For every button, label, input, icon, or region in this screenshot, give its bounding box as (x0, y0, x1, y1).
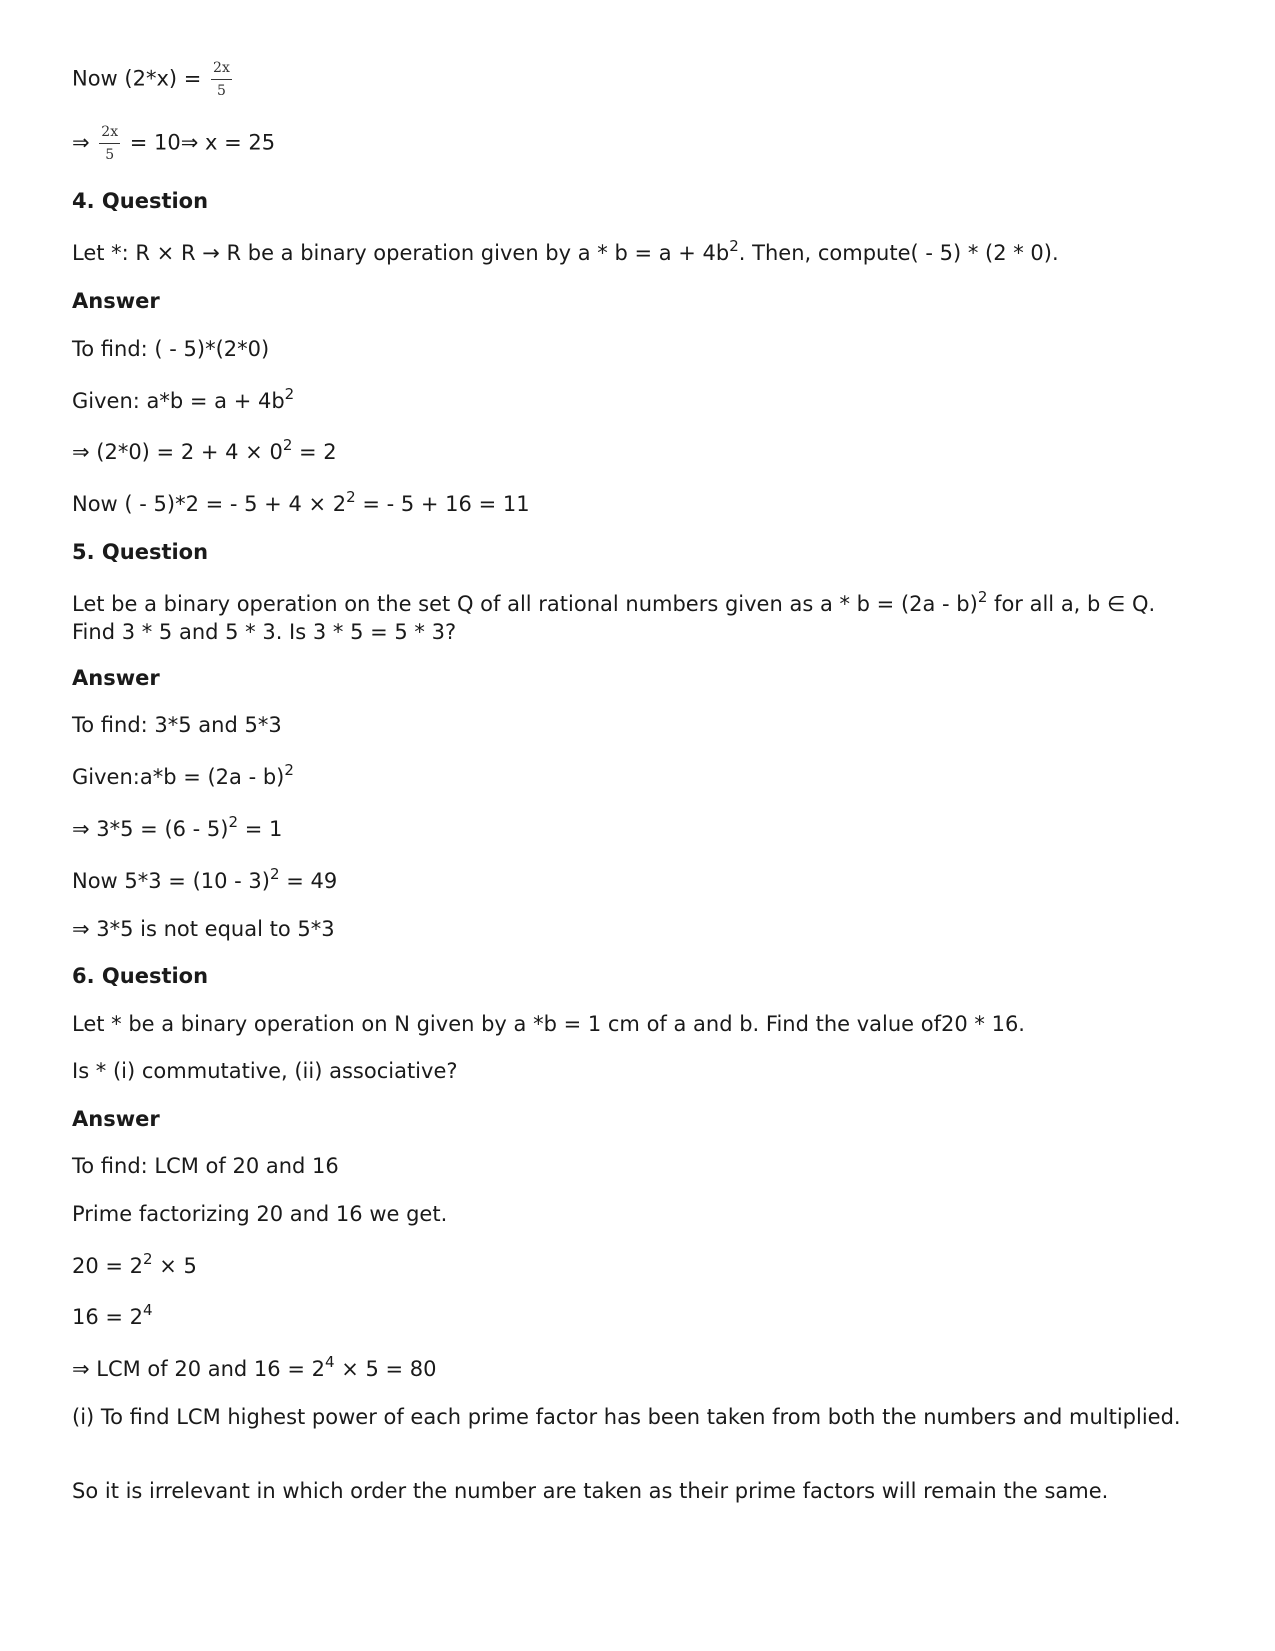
q5-answer-heading: Answer (72, 666, 160, 690)
q5-step-2 (72, 867, 337, 895)
q6-lcm-text: ⇒ LCM of 20 and 16 = 2 (72, 1357, 325, 1381)
q6-to-find: To find: LCM of 20 and 16 (72, 1154, 339, 1178)
q5-step-1-text: ⇒ 3*5 = (6 - 5) (72, 817, 229, 841)
superscript: 2 (269, 865, 280, 883)
implies-arrow: ⇒ (72, 130, 97, 155)
q4-answer-heading: Answer (72, 289, 160, 313)
q5-step-2-text: Now 5*3 = (10 - 3) (72, 869, 270, 893)
q6-question-1: Let * be a binary operation on N given by a *b = 1 cm of a and b. Find the value of20 * 16. (72, 1012, 1025, 1036)
fraction-denominator: 5 (216, 83, 226, 99)
q4-step-2 (72, 490, 530, 518)
q3-result-line (72, 124, 275, 163)
q5-question-tail: for all a, b ∈ Q. Find 3 * 5 and 5 * 3. Is 3 * 5 = 5 * 3? (72, 592, 1156, 644)
q4-to-find: To find: ( - 5)*(2*0) (72, 337, 270, 361)
q5-question (72, 590, 1192, 646)
q6-conclusion: So it is irrelevant in which order the number are taken as their prime factors will remain the same. (72, 1479, 1109, 1503)
superscript: 4 (143, 1301, 153, 1319)
superscript: 2 (282, 436, 293, 454)
fraction-bar (99, 143, 120, 144)
q5-step-1 (72, 815, 282, 843)
q5-step-1-tail: = 1 (238, 817, 283, 841)
q6-part-i: (i) To find LCM highest power of each prime factor has been taken from both the numbers and multiplied. (72, 1405, 1181, 1429)
q6-factor-20-tail: × 5 (152, 1254, 197, 1278)
q5-step-2-tail: = 49 (279, 869, 338, 893)
q3-now-text: Now (2*x) = (72, 66, 209, 91)
q4-given (72, 387, 294, 415)
q4-question-tail: . Then, compute( - 5) * (2 * 0). (738, 241, 1059, 265)
q5-conclusion: ⇒ 3*5 is not equal to 5*3 (72, 917, 335, 941)
q6-factor-16 (72, 1303, 153, 1331)
q5-to-find: To find: 3*5 and 5*3 (72, 713, 282, 737)
q5-given-text: Given:a*b = (2a - b) (72, 765, 285, 789)
q4-question (72, 239, 1059, 267)
superscript: 2 (977, 588, 988, 606)
q6-factor-16-text: 16 = 2 (72, 1305, 144, 1329)
q4-step-1-tail: = 2 (292, 440, 337, 464)
fraction-2x-over-5 (211, 60, 232, 99)
q4-heading: 4. Question (72, 189, 209, 213)
q6-lcm-tail: × 5 = 80 (334, 1357, 437, 1381)
q3-result-text: = 10⇒ x = 25 (123, 130, 276, 155)
q6-prime-factorizing: Prime factorizing 20 and 16 we get. (72, 1202, 448, 1226)
q3-now-line (72, 60, 235, 99)
q6-factor-20-text: 20 = 2 (72, 1254, 144, 1278)
fraction-numerator: 2x (213, 60, 230, 76)
q4-given-text: Given: a*b = a + 4b (72, 389, 285, 413)
superscript: 2 (228, 813, 239, 831)
q4-question-text: Let *: R × R → R be a binary operation given by a * b = a + 4b (72, 241, 730, 265)
q6-factor-20 (72, 1252, 197, 1280)
q5-given (72, 763, 294, 791)
q4-step-1 (72, 438, 337, 466)
q6-heading: 6. Question (72, 964, 209, 988)
q6-answer-heading: Answer (72, 1107, 160, 1131)
fraction-denominator: 5 (105, 147, 115, 163)
fraction-bar (211, 79, 232, 80)
superscript: 4 (324, 1353, 335, 1371)
superscript: 2 (143, 1250, 153, 1268)
q4-step-2-text: Now ( - 5)*2 = - 5 + 4 × 2 (72, 492, 347, 516)
superscript: 2 (729, 237, 739, 255)
superscript: 2 (284, 385, 295, 403)
q5-heading: 5. Question (72, 540, 209, 564)
q4-step-1-text: ⇒ (2*0) = 2 + 4 × 0 (72, 440, 283, 464)
superscript: 2 (346, 488, 356, 506)
fraction-numerator: 2x (101, 124, 119, 140)
q6-question-2: Is * (i) commutative, (ii) associative? (72, 1059, 458, 1083)
q5-question-text: Let be a binary operation on the set Q of all rational numbers given as a * b = (2a - b) (72, 592, 978, 616)
q4-step-2-tail: = - 5 + 16 = 11 (355, 492, 530, 516)
fraction-2x-over-5 (99, 124, 120, 163)
q6-lcm (72, 1355, 437, 1383)
superscript: 2 (284, 761, 294, 779)
